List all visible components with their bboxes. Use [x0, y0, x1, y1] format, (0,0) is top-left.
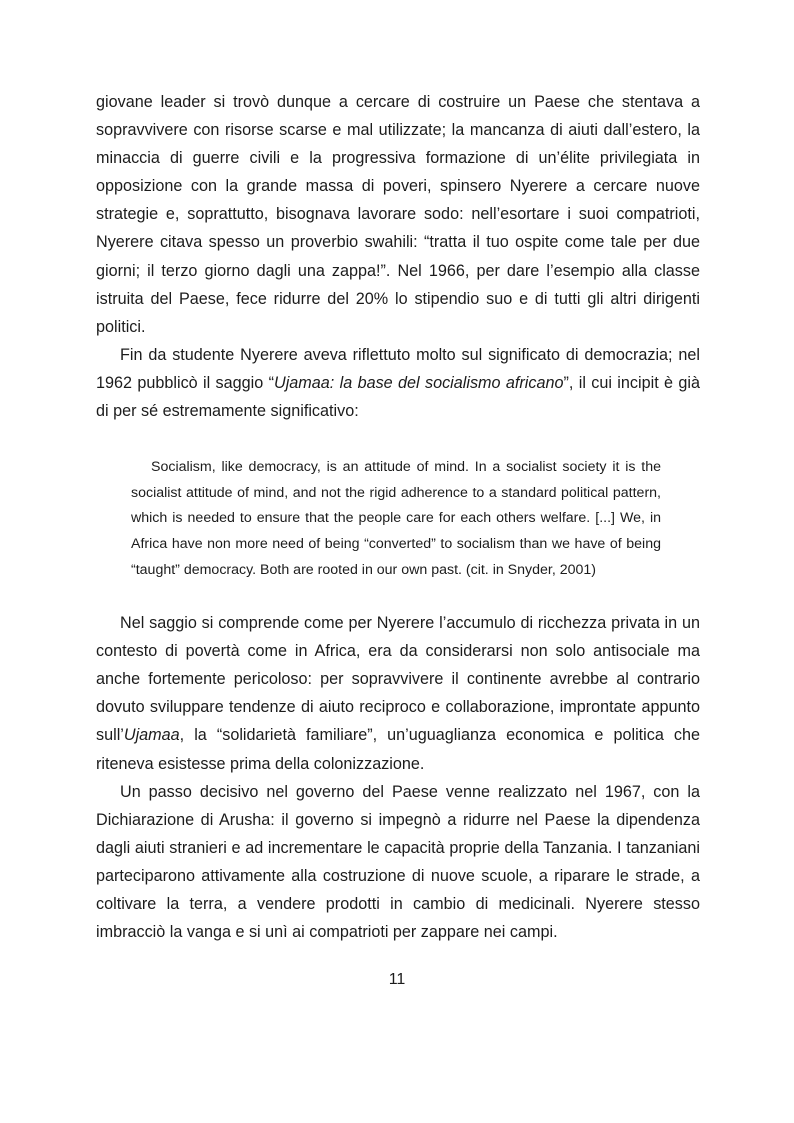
- paragraph-private-wealth: [96, 609, 700, 778]
- essay-title: Ujamaa: la base del socialismo africano: [274, 373, 564, 392]
- paragraph-text: , la “solidarietà familiare”, un’uguaglianza economica e politica che riteneva esistesse prima della colonizzazione.: [96, 726, 700, 773]
- paragraph-nyerere-strategies: giovane leader si trovò dunque a cercare di costruire un Paese che stentava a sopravvivere con risorse scarse e mal utilizzate; la mancanza di aiuti dall’estero, la minaccia di guerre civili e la progressiva formazione di un’élite privilegiata in opposizione con la grande massa di poveri, spinsero Nyerere a cercare nuove strategie e, soprattutto, bisognava lavorare sodo: nell’esortare i suoi compatrioti, Nyerere citava spesso un proverbio swahili: “tratta il tuo ospite come tale per due giorni; il terzo giorno dagli una zappa!”. Nel 1966, per dare l’esempio alla classe istruita del Paese, fece ridurre del 20% lo stipendio suo e di tutti gli altri dirigenti politici.: [96, 93, 700, 336]
- paragraph-arusha-declaration: Un passo decisivo nel governo del Paese venne realizzato nel 1967, con la Dichiarazione di Arusha: il governo si impegnò a ridurre nel Paese la dipendenza dagli aiuti stranieri e ad incrementare le capacità proprie della Tanzania. I tanzaniani parteciparono attivamente alla costruzione di nuove scuole, a riparare le strade, a coltivare la terra, a vendere prodotti in cambio di medicinali. Nyerere stesso imbracciò la vanga e si unì ai compatrioti per zappare nei campi.: [96, 782, 700, 942]
- ujamaa-term: Ujamaa: [123, 726, 180, 745]
- block-quote: Socialism, like democracy, is an attitude of mind. In a socialist society it is the socialist attitude of mind, and not the rigid adherence to a standard political pattern, which is needed to ensure that the people care for each others welfare. [...] We, in Africa have non more need of being “converted” to socialism than we have of being “taught” democracy. Both are rooted in our own past. (cit. in Snyder, 2001): [131, 459, 661, 578]
- paragraph-ujamaa-essay: [96, 341, 700, 425]
- paragraph-text: Fin da studente Nyerere aveva riflettuto molto sul significato di democrazia; nel 1962 pubblicò il saggio “: [96, 345, 700, 392]
- paragraph-text: Nel saggio si comprende come per Nyerere l’accumulo di ricchezza privata in un contesto di povertà come in Africa, era da considerarsi non solo antisociale ma anche fortemente pericoloso: per sopravvivere il continente avrebbe al contrario dovuto sviluppare tendenze di aiuto reciproco e collaborazione, improntate appunto sull’: [96, 614, 700, 745]
- paragraph-text: ”, il cui incipit è già di per sé estremamente significativo:: [96, 373, 700, 421]
- page-number: 11: [388, 971, 406, 988]
- document-page: [96, 88, 700, 946]
